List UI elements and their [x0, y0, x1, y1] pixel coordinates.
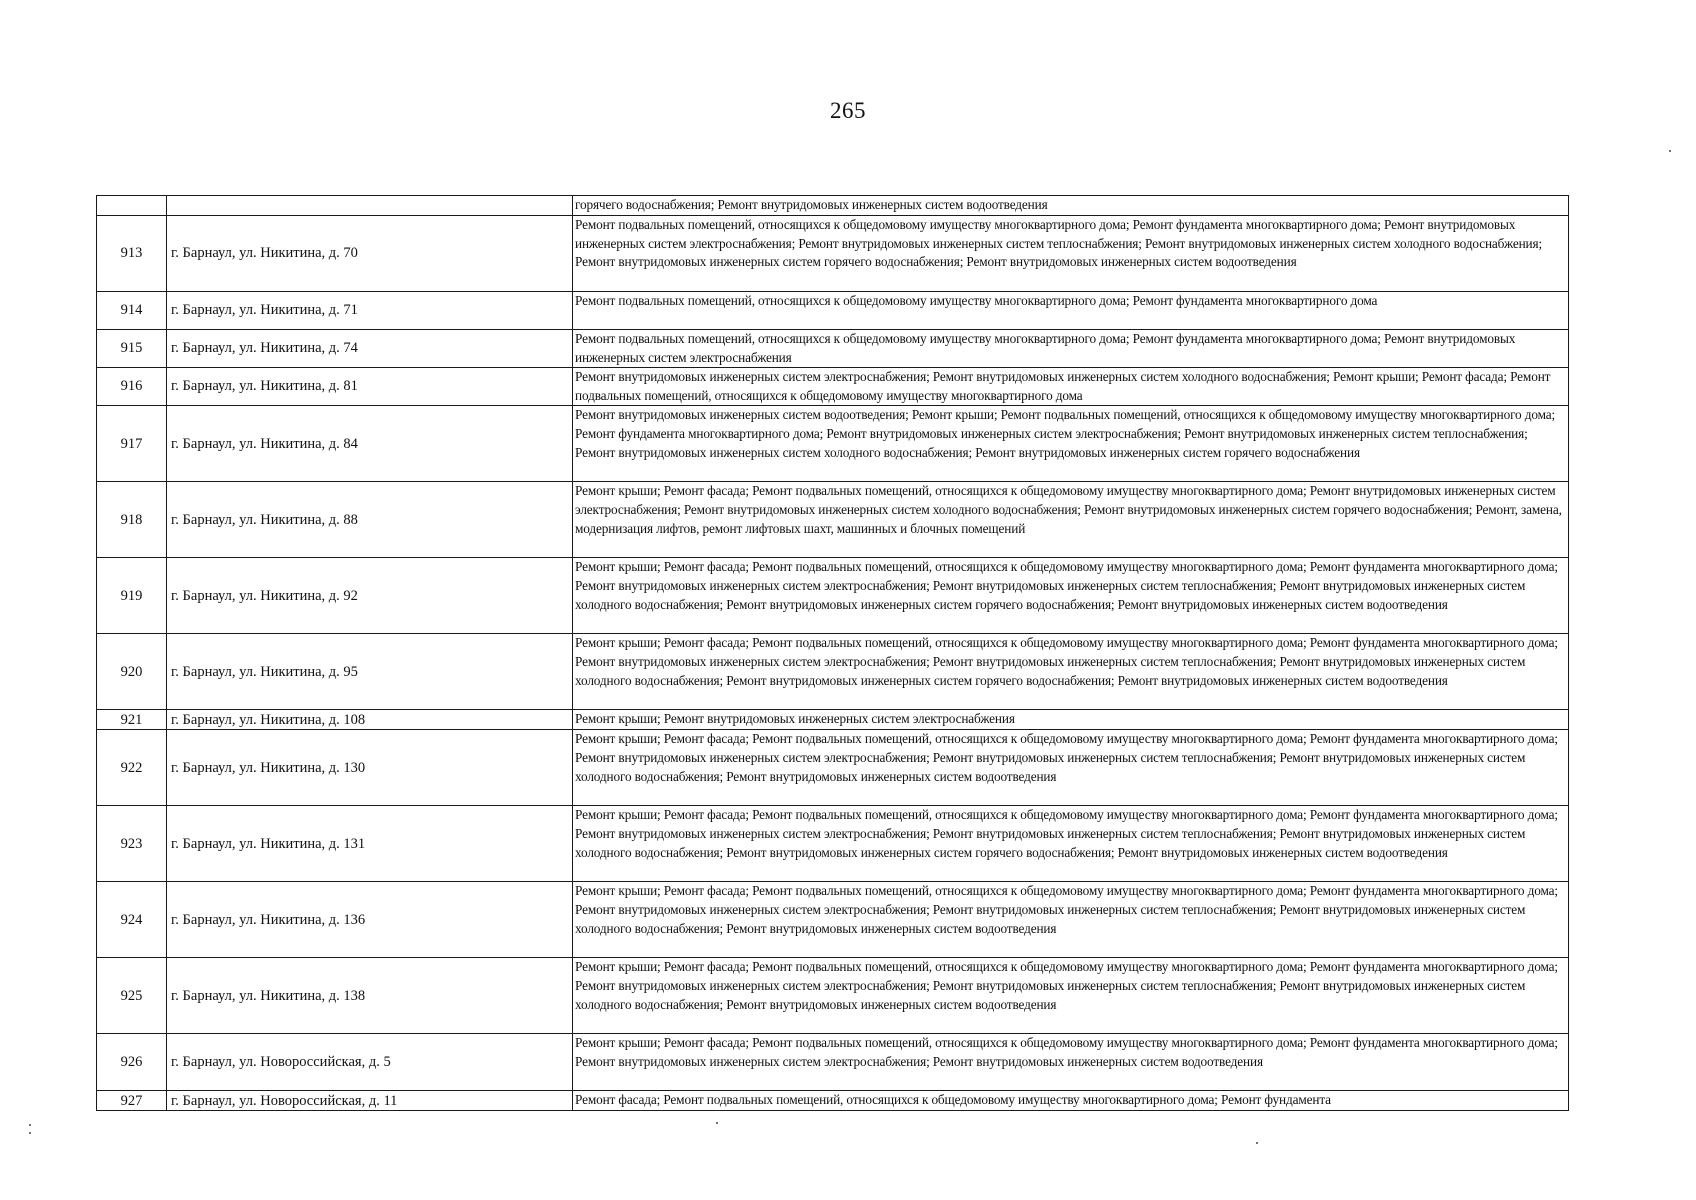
scan-speck [29, 1124, 31, 1126]
row-number: 919 [97, 558, 167, 634]
row-works: Ремонт подвальных помещений, относящихся к общедомовому имуществу многоквартирного дома; Ремонт фундамента многоквартирного дома; Ремонт внутридомовых инженерных систем электроснабжения; Ремонт внутридомовых инженерных систем теплоснабжения; Ремонт внутридомовых инженерных систем холодного водоснабжения; Ремонт внутридомовых инженерных систем горячего водоснабжения; Ремонт внутридомовых инженерных систем водоотведения [573, 216, 1569, 292]
row-number: 915 [97, 330, 167, 368]
table-row [97, 292, 1569, 330]
row-number: 914 [97, 292, 167, 330]
table-row [97, 1034, 1569, 1091]
row-works: Ремонт крыши; Ремонт фасада; Ремонт подвальных помещений, относящихся к общедомовому имуществу многоквартирного дома; Ремонт фундамента многоквартирного дома; Ремонт внутридомовых инженерных систем электроснабжения; Ремонт внутридомовых инженерных систем теплоснабжения; Ремонт внутридомовых инженерных систем холодного водоснабжения; Ремонт внутридомовых инженерных систем горячего водоснабжения; Ремонт внутридомовых инженерных систем водоотведения [573, 806, 1569, 882]
row-address: г. Барнаул, ул. Новороссийская, д. 5 [167, 1034, 573, 1091]
row-works: Ремонт крыши; Ремонт фасада; Ремонт подвальных помещений, относящихся к общедомовому имуществу многоквартирного дома; Ремонт фундамента многоквартирного дома; Ремонт внутридомовых инженерных систем электроснабжения; Ремонт внутридомовых инженерных систем теплоснабжения; Ремонт внутридомовых инженерных систем холодного водоснабжения; Ремонт внутридомовых инженерных систем горячего водоснабжения; Ремонт внутридомовых инженерных систем водоотведения [573, 634, 1569, 710]
row-number [97, 196, 167, 216]
page-number: 265 [830, 98, 866, 123]
table-row [97, 482, 1569, 558]
table-row [97, 1091, 1569, 1111]
row-address: г. Барнаул, ул. Никитина, д. 92 [167, 558, 573, 634]
table-row [97, 710, 1569, 730]
row-number: 925 [97, 958, 167, 1034]
row-works: Ремонт крыши; Ремонт фасада; Ремонт подвальных помещений, относящихся к общедомовому имуществу многоквартирного дома; Ремонт фундамента многоквартирного дома; Ремонт внутридомовых инженерных систем электроснабжения; Ремонт внутридомовых инженерных систем теплоснабжения; Ремонт внутридомовых инженерных систем холодного водоснабжения; Ремонт внутридомовых инженерных систем водоотведения [573, 730, 1569, 806]
row-number: 913 [97, 216, 167, 292]
table-row [97, 368, 1569, 406]
row-number: 926 [97, 1034, 167, 1091]
row-address: г. Барнаул, ул. Никитина, д. 74 [167, 330, 573, 368]
table-row [97, 634, 1569, 710]
row-address: г. Барнаул, ул. Никитина, д. 136 [167, 882, 573, 958]
row-works: Ремонт крыши; Ремонт фасада; Ремонт подвальных помещений, относящихся к общедомовому имуществу многоквартирного дома; Ремонт фундамента многоквартирного дома; Ремонт внутридомовых инженерных систем электроснабжения; Ремонт внутридомовых инженерных систем теплоснабжения; Ремонт внутридомовых инженерных систем холодного водоснабжения; Ремонт внутридомовых инженерных систем горячего водоснабжения; Ремонт внутридомовых инженерных систем водоотведения [573, 558, 1569, 634]
row-works: Ремонт фасада; Ремонт подвальных помещений, относящихся к общедомовому имуществу многоквартирного дома; Ремонт фундамента [573, 1091, 1569, 1111]
row-address: г. Барнаул, ул. Никитина, д. 95 [167, 634, 573, 710]
row-address: г. Барнаул, ул. Никитина, д. 81 [167, 368, 573, 406]
scan-speck [1256, 1142, 1258, 1144]
row-address [167, 196, 573, 216]
row-address: г. Барнаул, ул. Никитина, д. 138 [167, 958, 573, 1034]
table-row-continuation [97, 196, 1569, 216]
row-number: 922 [97, 730, 167, 806]
row-number: 924 [97, 882, 167, 958]
table-row [97, 330, 1569, 368]
row-works: Ремонт крыши; Ремонт фасада; Ремонт подвальных помещений, относящихся к общедомовому имуществу многоквартирного дома; Ремонт фундамента многоквартирного дома; Ремонт внутридомовых инженерных систем электроснабжения; Ремонт внутридомовых инженерных систем теплоснабжения; Ремонт внутридомовых инженерных систем холодного водоснабжения; Ремонт внутридомовых инженерных систем водоотведения [573, 958, 1569, 1034]
row-number: 916 [97, 368, 167, 406]
row-number: 927 [97, 1091, 167, 1111]
table-row [97, 806, 1569, 882]
row-number: 917 [97, 406, 167, 482]
row-address: г. Барнаул, ул. Никитина, д. 70 [167, 216, 573, 292]
row-address: г. Барнаул, ул. Никитина, д. 131 [167, 806, 573, 882]
row-works: горячего водоснабжения; Ремонт внутридомовых инженерных систем водоотведения [573, 196, 1569, 216]
row-works: Ремонт крыши; Ремонт фасада; Ремонт подвальных помещений, относящихся к общедомовому имуществу многоквартирного дома; Ремонт внутридомовых инженерных систем электроснабжения; Ремонт внутридомовых инженерных систем холодного водоснабжения; Ремонт внутридомовых инженерных систем горячего водоснабжения; Ремонт, замена, модернизация лифтов, ремонт лифтовых шахт, машинных и блочных помещений [573, 482, 1569, 558]
row-number: 923 [97, 806, 167, 882]
row-address: г. Барнаул, ул. Никитина, д. 84 [167, 406, 573, 482]
table-row [97, 730, 1569, 806]
row-address: г. Барнаул, ул. Никитина, д. 130 [167, 730, 573, 806]
row-works: Ремонт крыши; Ремонт внутридомовых инженерных систем электроснабжения [573, 710, 1569, 730]
row-address: г. Барнаул, ул. Новороссийская, д. 11 [167, 1091, 573, 1111]
table-row [97, 558, 1569, 634]
row-address: г. Барнаул, ул. Никитина, д. 71 [167, 292, 573, 330]
row-number: 921 [97, 710, 167, 730]
row-number: 920 [97, 634, 167, 710]
table-row [97, 216, 1569, 292]
table-row [97, 958, 1569, 1034]
row-address: г. Барнаул, ул. Никитина, д. 88 [167, 482, 573, 558]
scan-speck [716, 1122, 718, 1124]
row-works: Ремонт крыши; Ремонт фасада; Ремонт подвальных помещений, относящихся к общедомовому имуществу многоквартирного дома; Ремонт фундамента многоквартирного дома; Ремонт внутридомовых инженерных систем электроснабжения; Ремонт внутридомовых инженерных систем водоотведения [573, 1034, 1569, 1091]
scan-speck [1669, 150, 1671, 152]
row-works: Ремонт внутридомовых инженерных систем водоотведения; Ремонт крыши; Ремонт подвальных помещений, относящихся к общедомовому имуществу многоквартирного дома; Ремонт фундамента многоквартирного дома; Ремонт внутридомовых инженерных систем электроснабжения; Ремонт внутридомовых инженерных систем теплоснабжения; Ремонт внутридомовых инженерных систем холодного водоснабжения; Ремонт внутридомовых инженерных систем горячего водоснабжения [573, 406, 1569, 482]
scan-speck [29, 1132, 31, 1134]
works-registry-table [96, 195, 1569, 1111]
row-address: г. Барнаул, ул. Никитина, д. 108 [167, 710, 573, 730]
row-works: Ремонт внутридомовых инженерных систем электроснабжения; Ремонт внутридомовых инженерных систем холодного водоснабжения; Ремонт крыши; Ремонт фасада; Ремонт подвальных помещений, относящихся к общедомовому имуществу многоквартирного дома [573, 368, 1569, 406]
row-works: Ремонт подвальных помещений, относящихся к общедомовому имуществу многоквартирного дома; Ремонт фундамента многоквартирного дома [573, 292, 1569, 330]
table-row [97, 882, 1569, 958]
table-row [97, 406, 1569, 482]
row-number: 918 [97, 482, 167, 558]
row-works: Ремонт подвальных помещений, относящихся к общедомовому имуществу многоквартирного дома; Ремонт фундамента многоквартирного дома; Ремонт внутридомовых инженерных систем электроснабжения [573, 330, 1569, 368]
row-works: Ремонт крыши; Ремонт фасада; Ремонт подвальных помещений, относящихся к общедомовому имуществу многоквартирного дома; Ремонт фундамента многоквартирного дома; Ремонт внутридомовых инженерных систем электроснабжения; Ремонт внутридомовых инженерных систем теплоснабжения; Ремонт внутридомовых инженерных систем холодного водоснабжения; Ремонт внутридомовых инженерных систем водоотведения [573, 882, 1569, 958]
